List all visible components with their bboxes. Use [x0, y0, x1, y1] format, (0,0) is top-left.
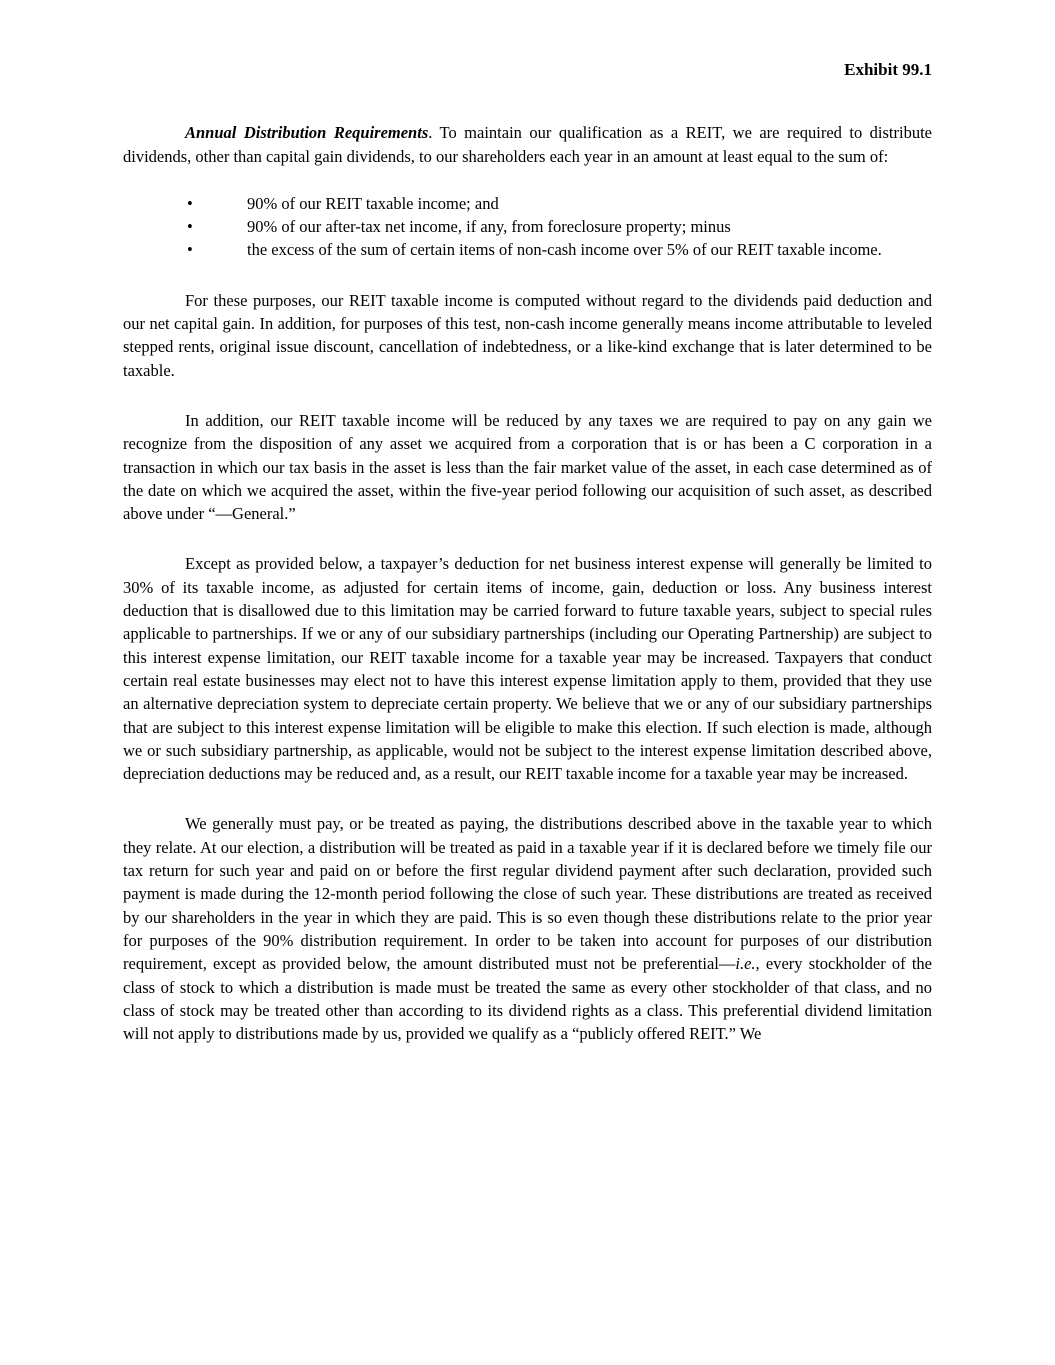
paragraph-body-text: , every stockholder of the class of stock to which a distribution is made must be treated the same as every other stockholder of that class, and no class of stock may be treated other than according to its dividend rights as a class. This preferential dividend limitation will not apply to distributions made by us, provided we qualify as a “publicly offered REIT.” We — [123, 954, 932, 1044]
paragraph-annual-distribution-requirements — [123, 121, 932, 168]
bullet-icon: • — [187, 217, 193, 237]
paragraph-lead-heading: Annual Distribution Requirements — [185, 123, 429, 143]
paragraph-body-text: We generally must pay, or be treated as paying, the distributions described above in the taxable year to which they relate. At our election, a distribution will be treated as paid in a taxable year if it is declared before we timely file our tax return for such year and paid on or before the first regular dividend payment after such declaration, provided such payment is made during the 12-month period following the close of such year. These distributions are treated as received by our shareholders in the year in which they are paid. This is so even though these distributions relate to the prior year for purposes of the 90% distribution requirement. In order to be taken into account for purposes of our distribution requirement, except as provided below, the amount distributed must not be preferential— — [123, 814, 932, 974]
paragraph-interest-expense-limitation: Except as provided below, a taxpayer’s deduction for net business interest expense will generally be limited to 30% of its taxable income, as adjusted for certain items of income, gain, deduction or loss. Any business interest deduction that is disallowed due to this limitation may be carried forward to future taxable years, subject to special rules applicable to partnerships. If we or any of our subsidiary partnerships (including our Operating Partnership) are subject to this interest expense limitation, our REIT taxable income for a taxable year may be increased. Taxpayers that conduct certain real estate businesses may elect not to have this interest expense limitation apply to them, provided that they use an alternative depreciation system to depreciate certain property. We believe that we or any of our subsidiary partnerships that are subject to this interest expense limitation will be eligible to make this election. If such election is made, although we or such subsidiary partnership, as applicable, would not be subject to the interest expense limitation described above, depreciation deductions may be reduced and, as a result, our REIT taxable income for a taxable year may be increased. — [123, 554, 932, 784]
bullet-list — [123, 192, 932, 262]
list-item — [123, 238, 932, 261]
list-item — [123, 215, 932, 238]
exhibit-label: Exhibit 99.1 — [844, 60, 932, 79]
bullet-icon: • — [187, 193, 193, 213]
bullet-text: the excess of the sum of certain items of non-cash income over 5% of our REIT taxable income. — [247, 240, 882, 260]
bullet-text: 90% of our after-tax net income, if any, from foreclosure property; minus — [247, 217, 731, 237]
bullet-text: 90% of our REIT taxable income; and — [247, 193, 499, 213]
paragraph-italic-ie: i.e. — [735, 954, 756, 974]
paragraph-distribution-timing — [123, 812, 932, 1045]
bullet-icon: • — [187, 240, 193, 260]
paragraph-body-text: . To maintain our qualification as a REIT, we are required to distribute dividends, other than capital gain dividends, to our shareholders each year in an amount at least equal to the sum of: — [123, 123, 932, 166]
paragraph-taxes-reduction: In addition, our REIT taxable income will be reduced by any taxes we are required to pay on any gain we recognize from the disposition of any asset we acquired from a corporation that is or has been a C corporation in a transaction in which our tax basis in the asset is less than the fair market value of the asset, in each case determined as of the date on which we acquired the asset, within the five-year period following our acquisition of such asset, as described above under “—General.” — [123, 410, 932, 524]
paragraph-reit-taxable-income-computation: For these purposes, our REIT taxable income is computed without regard to the dividends paid deduction and our net capital gain. In addition, for purposes of this test, non-cash income generally means income attributable to leveled stepped rents, original issue discount, cancellation of indebtedness, or a like-kind exchange that is later determined to be taxable. — [123, 290, 932, 380]
list-item — [123, 192, 932, 215]
